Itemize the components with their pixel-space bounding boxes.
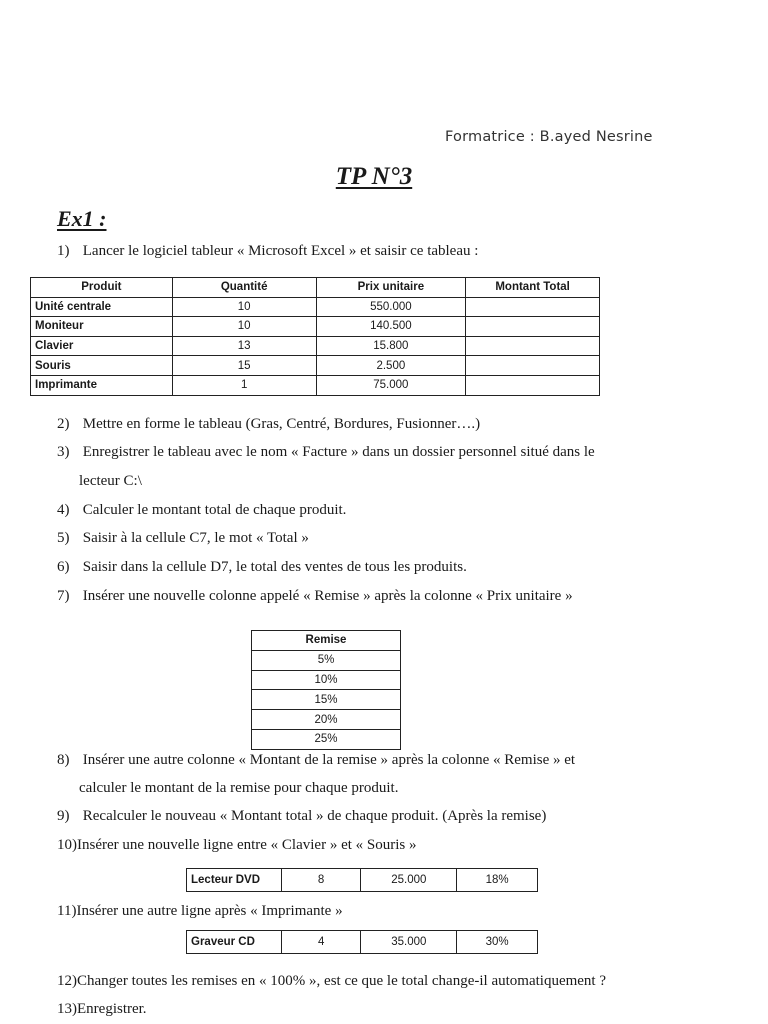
question-number: 8) — [57, 752, 70, 768]
question-number: 7) — [57, 588, 70, 604]
question-number: 12) — [57, 973, 77, 989]
discount-table — [251, 630, 401, 750]
exercise-heading: Ex1 : — [57, 206, 107, 231]
new-row-graveur — [186, 930, 538, 954]
header-total: Montant Total — [466, 278, 600, 298]
question-6 — [57, 558, 467, 576]
table-header-row — [252, 631, 401, 651]
cell-product: Lecteur DVD — [187, 869, 282, 892]
question-number: 13) — [57, 1001, 77, 1017]
table-row — [187, 869, 538, 892]
cell-price: 550.000 — [316, 297, 466, 317]
cell-quantity: 10 — [172, 297, 316, 317]
table-row — [31, 336, 600, 356]
table-row — [31, 317, 600, 337]
question-text: Calculer le montant total de chaque produit. — [82, 502, 347, 518]
cell-quantity: 13 — [172, 336, 316, 356]
page-title: TP N°3 — [335, 163, 413, 190]
question-number: 10) — [57, 837, 77, 853]
question-3-continued: lecteur C:\ — [79, 473, 142, 489]
question-5 — [57, 529, 309, 547]
table-row — [187, 931, 538, 954]
cell-product: Unité centrale — [31, 297, 173, 317]
question-number: 2) — [57, 416, 70, 432]
cell-quantity: 8 — [281, 869, 361, 892]
cell-product: Graveur CD — [187, 931, 282, 954]
question-text: Insérer une nouvelle ligne entre « Clavier » et « Souris » — [77, 837, 417, 853]
table-row — [31, 297, 600, 317]
question-text: Insérer une autre colonne « Montant de la remise » après la colonne « Remise » et — [82, 752, 576, 768]
cell-price: 25.000 — [361, 869, 457, 892]
question-4 — [57, 501, 346, 519]
question-8-continued: calculer le montant de la remise pour chaque produit. — [79, 780, 399, 796]
cell-discount: 25% — [252, 729, 401, 749]
table-row — [31, 375, 600, 395]
cell-quantity: 4 — [281, 931, 361, 954]
cell-discount: 20% — [252, 710, 401, 730]
cell-total — [466, 336, 600, 356]
cell-discount: 5% — [252, 650, 401, 670]
question-number: 4) — [57, 502, 70, 518]
question-2 — [57, 415, 480, 433]
question-text: Enregistrer le tableau avec le nom « Facture » dans un dossier personnel situé dans le — [82, 444, 595, 460]
cell-quantity: 1 — [172, 375, 316, 395]
question-text: Lancer le logiciel tableur « Microsoft Excel » et saisir ce tableau : — [82, 243, 479, 259]
cell-price: 2.500 — [316, 356, 466, 376]
question-text: Insérer une nouvelle colonne appelé « Remise » après la colonne « Prix unitaire » — [82, 588, 573, 604]
table-row — [252, 729, 401, 749]
new-row-dvd — [186, 868, 538, 892]
question-13 — [57, 1000, 147, 1018]
cell-total — [466, 356, 600, 376]
cell-product: Moniteur — [31, 317, 173, 337]
question-number: 11) — [57, 903, 77, 919]
question-number: 3) — [57, 444, 70, 460]
cell-discount: 30% — [457, 931, 538, 954]
question-9 — [57, 807, 546, 825]
question-12 — [57, 972, 606, 990]
question-text: Saisir dans la cellule D7, le total des ventes de tous les produits. — [82, 559, 467, 575]
cell-product: Souris — [31, 356, 173, 376]
question-text: Insérer une autre ligne après « Imprimante » — [76, 903, 343, 919]
question-text: Recalculer le nouveau « Montant total » de chaque produit. (Après la remise) — [82, 808, 547, 824]
table-row — [252, 690, 401, 710]
table-row — [252, 710, 401, 730]
cell-quantity: 10 — [172, 317, 316, 337]
cell-price: 35.000 — [361, 931, 457, 954]
table-row — [252, 670, 401, 690]
header-product: Produit — [31, 278, 173, 298]
question-text: Saisir à la cellule C7, le mot « Total » — [82, 530, 309, 546]
table-header-row — [31, 278, 600, 298]
question-10 — [57, 836, 417, 854]
cell-discount: 18% — [457, 869, 538, 892]
cell-product: Imprimante — [31, 375, 173, 395]
cell-total — [466, 317, 600, 337]
table-row — [31, 356, 600, 376]
cell-discount: 15% — [252, 690, 401, 710]
cell-discount: 10% — [252, 670, 401, 690]
question-3 — [57, 443, 595, 461]
product-table — [30, 277, 600, 396]
question-number: 6) — [57, 559, 70, 575]
cell-quantity: 15 — [172, 356, 316, 376]
question-number: 9) — [57, 808, 70, 824]
question-number: 5) — [57, 530, 70, 546]
question-text: Changer toutes les remises en « 100% », est ce que le total change-il automatiquement ? — [77, 973, 606, 989]
trainer-name: Formatrice : B.ayed Nesrine — [445, 129, 653, 145]
question-1 — [57, 242, 478, 260]
question-7 — [57, 587, 573, 605]
cell-price: 15.800 — [316, 336, 466, 356]
cell-product: Clavier — [31, 336, 173, 356]
cell-total — [466, 297, 600, 317]
question-text: Mettre en forme le tableau (Gras, Centré, Bordures, Fusionner….) — [82, 416, 481, 432]
question-number: 1) — [57, 243, 70, 259]
cell-price: 140.500 — [316, 317, 466, 337]
cell-total — [466, 375, 600, 395]
header-quantity: Quantité — [172, 278, 316, 298]
table-row — [252, 650, 401, 670]
question-11 — [57, 902, 343, 920]
header-discount: Remise — [252, 631, 401, 651]
header-unit-price: Prix unitaire — [316, 278, 466, 298]
question-8 — [57, 751, 575, 769]
question-text: Enregistrer. — [77, 1001, 147, 1017]
cell-price: 75.000 — [316, 375, 466, 395]
